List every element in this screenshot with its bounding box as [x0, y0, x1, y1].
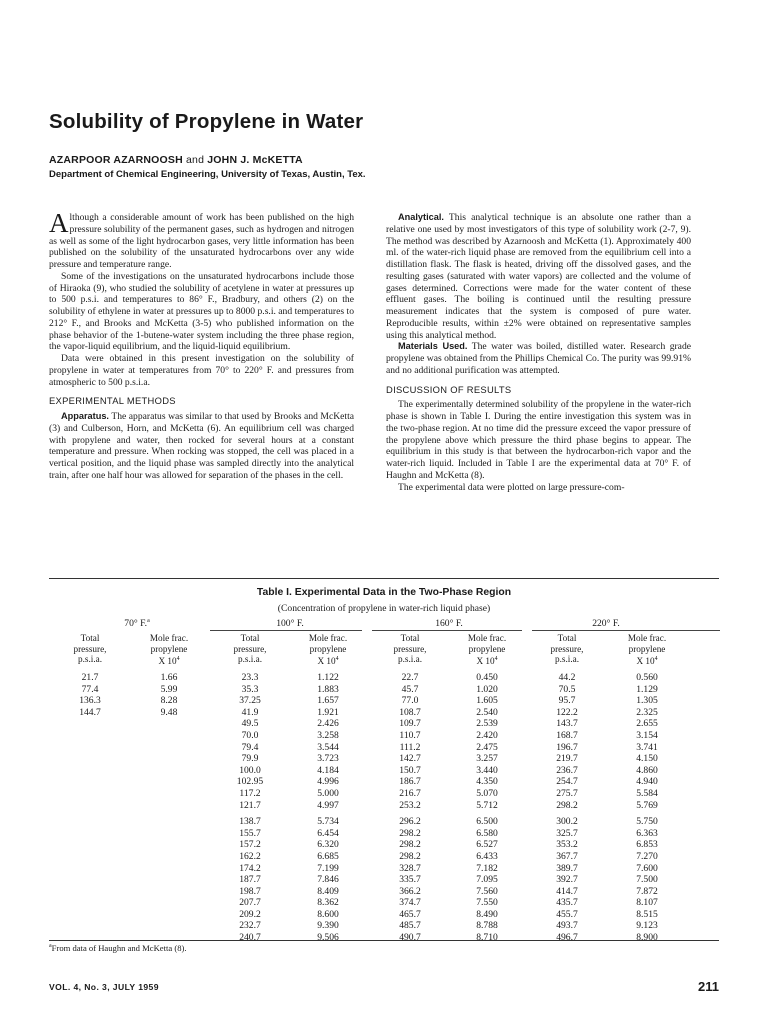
column-header-mole-fraction: Mole frac. propylene X $10^4$: [627, 633, 667, 667]
section-heading: EXPERIMENTAL METHODS: [49, 395, 176, 407]
table-cell: 1.020: [476, 683, 498, 695]
table-cell: 7.560: [476, 885, 498, 897]
table-cell: 240.7: [239, 932, 261, 944]
table-cell: 5.734: [317, 816, 339, 828]
data-column-100f-molefrac: [293, 672, 363, 944]
table-cell: 9.48: [160, 706, 178, 718]
table-cell: 6.433: [476, 850, 498, 862]
table-cell: 143.7: [556, 718, 578, 730]
body-paragraph: [386, 341, 691, 376]
intro-paragraph: [49, 208, 354, 271]
table-cell: 37.25: [239, 695, 261, 707]
column-header-mole-fraction: Mole frac. propylene X $10^4$: [308, 633, 348, 667]
table-cell: 4.996: [317, 776, 339, 788]
table-cell: 8.515: [636, 908, 658, 920]
table-cell: 9.506: [317, 932, 339, 944]
body-paragraph: [386, 212, 691, 341]
table-cell: 5.070: [476, 787, 498, 799]
run-in-heading: Analytical.: [398, 212, 444, 222]
table-cell: 435.7: [556, 897, 578, 909]
table-cell: 196.7: [556, 741, 578, 753]
table-cell: 168.7: [556, 729, 578, 741]
table-cell: 7.500: [636, 874, 658, 886]
body-paragraph: [49, 411, 354, 482]
table-title: Table I. Experimental Data in the Two-Phase Region: [256, 587, 512, 598]
table-cell: 298.2: [556, 799, 578, 811]
table-cell: 8.28: [160, 695, 178, 707]
table-cell: 186.7: [399, 776, 421, 788]
table-cell: 7.199: [317, 862, 339, 874]
table-cell: 3.544: [317, 741, 339, 753]
table-cell: 44.2: [558, 672, 576, 683]
table-cell: 41.9: [241, 706, 259, 718]
table-cell: 8.710: [476, 932, 498, 944]
page-number: 211: [698, 979, 719, 994]
author-conjunction: and: [186, 154, 205, 166]
table-cell: 2.325: [636, 706, 658, 718]
table-cell: 2.540: [476, 706, 498, 718]
table-cell: 121.7: [239, 799, 261, 811]
table-cell: 4.997: [317, 799, 339, 811]
table-cell: 95.7: [558, 695, 576, 707]
table-cell: 5.000: [317, 787, 339, 799]
table-cell: 117.2: [239, 787, 261, 799]
table-cell: 77.0: [401, 695, 419, 707]
table-cell: 7.846: [317, 874, 339, 886]
table-cell: 209.2: [239, 908, 261, 920]
table-cell: 22.7: [401, 672, 419, 683]
table-cell: 138.7: [239, 816, 261, 828]
table-cell: 490.7: [399, 932, 421, 944]
run-in-heading: Materials Used.: [398, 341, 468, 352]
table-cell: 6.853: [636, 839, 658, 851]
table-cell: 389.7: [556, 862, 578, 874]
table-cell: 102.95: [236, 776, 264, 788]
body-paragraph: The experimentally determined solubility of the propylene in the water-rich phase is shown in Table I. During the entire investigation this system was in the two-phase region. At no time did the pressure exceed the vapor pressure of the propylene above which pressure the third phase begins to appear. The equilibrium in this study is that between the hydrocarbon-rich vapor and the water-rich liquid. Included in Table I are the experimental data at 70° F. of Haughn and McKetta (8).: [386, 399, 691, 481]
table-cell: 485.7: [399, 920, 421, 932]
table-cell: 7.550: [476, 897, 498, 909]
table-cell: 1.305: [636, 695, 658, 707]
author-name: JOHN J. McKETTA: [207, 154, 303, 166]
table-cell: 45.7: [401, 683, 419, 695]
table-cell: 3.258: [317, 729, 339, 741]
table-cell: 300.2: [556, 816, 578, 828]
table-cell: 374.7: [399, 897, 421, 909]
table-cell: 1.66: [160, 672, 178, 683]
table-cell: 298.2: [399, 839, 421, 851]
table-cell: 1.122: [317, 672, 339, 683]
table-cell: 157.2: [239, 839, 261, 851]
data-column-220f-molefrac: [612, 672, 682, 944]
table-top-rule: [49, 578, 719, 579]
table-cell: 8.788: [476, 920, 498, 932]
table-cell: 6.363: [636, 827, 658, 839]
table-cell: 207.7: [239, 897, 261, 909]
table-cell: 5.712: [476, 799, 498, 811]
group-rule: [210, 630, 362, 631]
table-cell: 3.154: [636, 729, 658, 741]
table-cell: 0.450: [476, 672, 498, 683]
table-cell: 108.7: [399, 706, 421, 718]
table-cell: 174.2: [239, 862, 261, 874]
table-cell: 253.2: [399, 799, 421, 811]
table-cell: 155.7: [239, 827, 261, 839]
table-cell: 100.0: [239, 764, 261, 776]
table-cell: 1.883: [317, 683, 339, 695]
table-cell: 1.921: [317, 706, 339, 718]
author-name: AZARPOOR AZARNOOSH: [49, 154, 183, 166]
table-cell: 2.655: [636, 718, 658, 730]
table-cell: 111.2: [399, 741, 421, 753]
column-header-mole-fraction: Mole frac. propylene X $10^4$: [149, 633, 189, 667]
table-cell: 7.872: [636, 885, 658, 897]
table-cell: 298.2: [399, 850, 421, 862]
paragraph-text: This analytical technique is an absolute one rather than a relative one used by most investigators of this type of solubility work (2-7, 9). The method was described by Azarnoosh and McKetta (1). Approximately 400 ml. of the water-rich liquid phase are removed from the equilibrium cell into a distillation flask. The flask is heated, driving off the dissolved gases, and the resulting gases (saturated with water vapors) are collected and the volume of gases determined. Corrections were made for the water content of these effluent gases. The boiling is continued until the resulting pressure measurement indicates that the system is composed of pure water. Reproducible results, within ±2% were obtained on representative samples using this analytical method.: [386, 212, 691, 341]
table-cell: 0.560: [636, 672, 658, 683]
table-cell: 4.150: [636, 753, 658, 765]
data-column-160f-pressure: [375, 672, 445, 944]
table-cell: 2.420: [476, 729, 498, 741]
table-cell: 4.860: [636, 764, 658, 776]
table-cell: 6.320: [317, 839, 339, 851]
table-cell: 7.182: [476, 862, 498, 874]
drop-cap: A: [49, 208, 69, 238]
table-cell: 3.723: [317, 753, 339, 765]
table-cell: 9.123: [636, 920, 658, 932]
table-cell: 353.2: [556, 839, 578, 851]
temperature-group-220: 220° F.: [592, 618, 620, 629]
data-column-100f-pressure: [215, 672, 285, 944]
table-cell: 7.095: [476, 874, 498, 886]
table-cell: 79.9: [241, 753, 259, 765]
table-cell: 136.3: [79, 695, 101, 707]
table-cell: 8.900: [636, 932, 658, 944]
column-header-total-pressure: Total pressure, p.s.i.a.: [73, 633, 107, 665]
table-cell: 79.4: [241, 741, 259, 753]
table-cell: 122.2: [556, 706, 578, 718]
table-cell: 110.7: [399, 729, 421, 741]
section-heading: DISCUSSION OF RESULTS: [386, 383, 512, 395]
table-cell: 3.741: [636, 741, 658, 753]
temperature-group-70: 70° F.$^a$: [124, 618, 150, 630]
table-cell: 1.129: [636, 683, 658, 695]
table-subtitle: (Concentration of propylene in water-rich liquid phase): [277, 603, 491, 614]
table-cell: 2.539: [476, 718, 498, 730]
table-cell: 216.7: [399, 787, 421, 799]
table-cell: 5.584: [636, 787, 658, 799]
table-cell: 6.500: [476, 816, 498, 828]
intro-text: lthough a considerable amount of work has been published on the high pressure solubility of the permanent gases, such as hydrogen and nitrogen as well as some of the light hydrocarbon gases, very little information has been published on the solubility of the unsaturated hydrocarbons over any wide pressure and temperature range.: [49, 212, 354, 270]
table-cell: 35.3: [241, 683, 259, 695]
table-cell: 4.350: [476, 776, 498, 788]
table-cell: 70.0: [241, 729, 259, 741]
table-cell: 296.2: [399, 816, 421, 828]
table-cell: 414.7: [556, 885, 578, 897]
table-cell: 150.7: [399, 764, 421, 776]
table-cell: 275.7: [556, 787, 578, 799]
table-cell: 6.685: [317, 850, 339, 862]
table-cell: 77.4: [81, 683, 99, 695]
body-paragraph: Some of the investigations on the unsaturated hydrocarbons include those of Hiraoka (9), who studied the solubility of acetylene in water at pressures up to 500 p.s.i. and temperatures to 86° F., Bradbury, and others (2) on the solubility of ethylene in water at pressures up to 8000 p.s.i. and temperatures to 212° F., and Brooks and McKetta (3-5) who published information on the phase behavior of the 1-butene-water system including the three phase region, the vapor-liquid equilibrium, and the liquid-liquid equilibrium.: [49, 270, 354, 353]
table-cell: 4.184: [317, 764, 339, 776]
table-cell: 325.7: [556, 827, 578, 839]
table-cell: 6.527: [476, 839, 498, 851]
table-cell: 8.409: [317, 885, 339, 897]
table-cell: 3.257: [476, 753, 498, 765]
table-cell: 232.7: [239, 920, 261, 932]
table-cell: 9.390: [317, 920, 339, 932]
table-cell: 162.2: [239, 850, 261, 862]
table-cell: 254.7: [556, 776, 578, 788]
data-column-220f-pressure: [532, 672, 602, 944]
table-cell: 1.657: [317, 695, 339, 707]
table-cell: 367.7: [556, 850, 578, 862]
table-cell: 144.7: [79, 706, 101, 718]
table-cell: 5.99: [160, 683, 178, 695]
table-cell: 2.475: [476, 741, 498, 753]
table-cell: 198.7: [239, 885, 261, 897]
table-bottom-rule: [49, 940, 719, 941]
table-cell: 335.7: [399, 874, 421, 886]
table-cell: 6.454: [317, 827, 339, 839]
table-footnote: $^a$From data of Haughn and McKetta (8).: [49, 943, 187, 953]
table-cell: 465.7: [399, 908, 421, 920]
table-cell: 70.5: [558, 683, 576, 695]
article-title: Solubility of Propylene in Water: [49, 110, 364, 133]
journal-citation: VOL. 4, No. 3, JULY 1959: [49, 982, 159, 992]
table-cell: 219.7: [556, 753, 578, 765]
data-column-70f-molefrac: [134, 672, 204, 718]
column-header-total-pressure: Total pressure, p.s.i.a.: [233, 633, 267, 665]
table-cell: 7.600: [636, 862, 658, 874]
right-column: [386, 212, 691, 493]
table-cell: 187.7: [239, 874, 261, 886]
body-paragraph: The experimental data were plotted on large pressure-com-: [398, 481, 625, 493]
table-cell: 5.769: [636, 799, 658, 811]
table-cell: 21.7: [81, 672, 99, 683]
temperature-group-100: 100° F.: [276, 618, 304, 629]
group-rule: [372, 630, 522, 631]
column-header-total-pressure: Total pressure, p.s.i.a.: [550, 633, 584, 665]
run-in-heading: Apparatus.: [61, 411, 109, 421]
table-cell: 7.270: [636, 850, 658, 862]
table-cell: 8.600: [317, 908, 339, 920]
table-cell: 8.490: [476, 908, 498, 920]
table-cell: 23.3: [241, 672, 259, 683]
table-cell: 109.7: [399, 718, 421, 730]
table-cell: 49.5: [241, 718, 259, 730]
table-cell: 366.2: [399, 885, 421, 897]
table-cell: 496.7: [556, 932, 578, 944]
data-column-70f-pressure: [55, 672, 125, 718]
left-column: [49, 208, 354, 482]
table-cell: 493.7: [556, 920, 578, 932]
table-cell: 4.940: [636, 776, 658, 788]
table-cell: 5.750: [636, 816, 658, 828]
table-cell: 455.7: [556, 908, 578, 920]
author-affiliation: Department of Chemical Engineering, University of Texas, Austin, Tex.: [49, 169, 366, 180]
temperature-group-160: 160° F.: [435, 618, 463, 629]
paragraph-text: The water was boiled, distilled water. Research grade propylene was obtained from the Phillips Chemical Co. The purity was 99.91% and no additional purification was attempted.: [386, 341, 691, 376]
table-cell: 8.107: [636, 897, 658, 909]
table-cell: 1.605: [476, 695, 498, 707]
table-cell: 236.7: [556, 764, 578, 776]
table-cell: 2.426: [317, 718, 339, 730]
table-cell: 298.2: [399, 827, 421, 839]
table-cell: 6.580: [476, 827, 498, 839]
group-rule: [532, 630, 720, 631]
paragraph-text: The apparatus was similar to that used by Brooks and McKetta (3) and Culberson, Horn, and McKetta (6). An equilibrium cell was charged with propylene and water, then rocked for several hours at a constant temperature and pressure. When rocking was stopped, the cell was placed in a vertical position, and the liquid phase was sampled directly into the analytical train, after one half hour was allowed for separation of the phases in the cell.: [49, 411, 354, 481]
table-cell: 3.440: [476, 764, 498, 776]
body-paragraph: Data were obtained in this present investigation on the solubility of propylene in water at temperatures from 70° to 220° F. and pressures from atmospheric to 500 p.s.i.a.: [49, 353, 354, 388]
author-line: [49, 154, 303, 166]
data-column-160f-molefrac: [452, 672, 522, 944]
table-cell: 8.362: [317, 897, 339, 909]
column-header-total-pressure: Total pressure, p.s.i.a.: [393, 633, 427, 665]
column-header-mole-fraction: Mole frac. propylene X $10^4$: [467, 633, 507, 667]
table-cell: 142.7: [399, 753, 421, 765]
table-cell: 328.7: [399, 862, 421, 874]
table-cell: 392.7: [556, 874, 578, 886]
